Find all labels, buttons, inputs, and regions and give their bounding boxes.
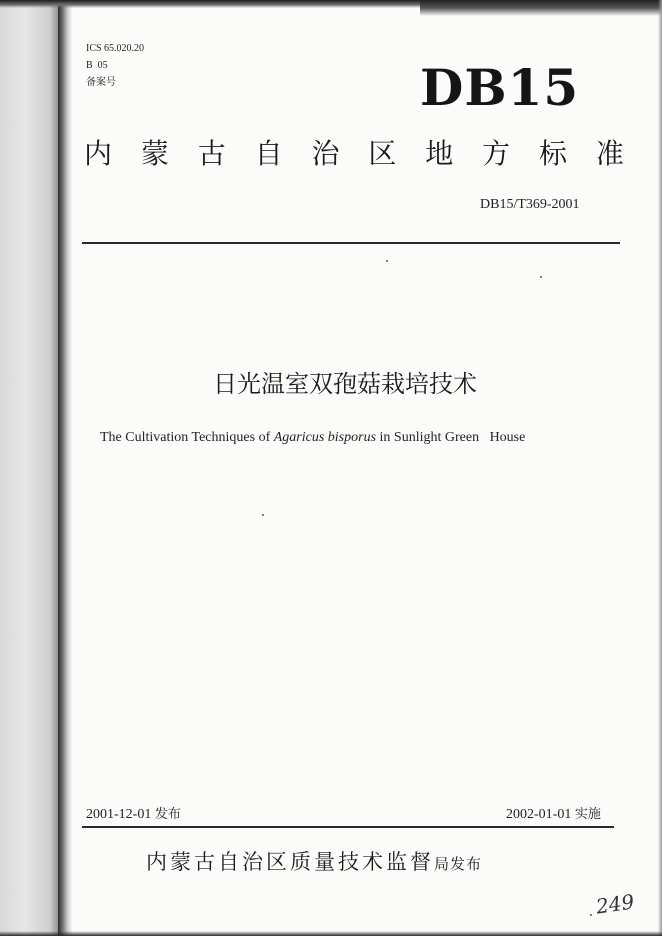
handwritten-page-number: 249 <box>594 889 636 919</box>
issuer-name: 内蒙古自治区质量技术监督 <box>146 850 434 874</box>
standard-type-char: 古 <box>197 137 226 170</box>
right-scan-edge <box>658 0 662 936</box>
top-right-scan-edge <box>420 0 662 16</box>
standard-type-char: 自 <box>254 137 283 170</box>
standard-type-char: 准 <box>595 137 624 170</box>
issuer-suffix: 局发布 <box>434 855 483 873</box>
bottom-scan-edge <box>0 931 662 936</box>
implementation-date <box>506 806 601 824</box>
title-english <box>100 428 525 448</box>
standard-type-char: 内 <box>84 137 113 170</box>
standard-type-heading <box>84 136 624 172</box>
title-english-species: Agaricus bisporus <box>273 430 377 445</box>
implementation-date-label: 实施 <box>574 807 601 822</box>
standard-type-char: 方 <box>482 137 511 170</box>
implementation-date-value: 2002-01-01 <box>506 807 572 822</box>
standard-type-char: 地 <box>425 137 454 170</box>
standard-type-char: 标 <box>539 137 568 170</box>
scan-speck <box>590 914 592 916</box>
title-english-part: The Cultivation Techniques of <box>100 430 274 445</box>
category-code: B 05 <box>86 60 108 71</box>
scan-speck <box>262 514 264 516</box>
title-english-part: in Sunlight Green House <box>376 430 526 445</box>
ics-code: ICS 65.020.20 <box>86 43 145 54</box>
issue-date-label: 发布 <box>154 807 181 822</box>
footer-divider <box>82 826 614 828</box>
binding-gutter <box>58 0 72 936</box>
title-chinese: 日光温室双孢菇栽培技术 <box>213 370 477 398</box>
standard-type-char: 蒙 <box>140 137 169 170</box>
standard-number: DB15/T369-2001 <box>480 197 580 212</box>
issue-date-value: 2001-12-01 <box>86 807 152 822</box>
standard-code-logo: DB15 <box>420 58 580 117</box>
record-number-label: 备案号 <box>86 77 116 88</box>
standard-type-char: 区 <box>368 137 397 170</box>
standard-type-char: 治 <box>311 137 340 170</box>
issue-date <box>86 806 181 824</box>
header-divider <box>82 242 620 244</box>
issuing-authority <box>146 848 482 878</box>
binding-shadow <box>0 0 62 936</box>
scan-speck <box>540 276 542 278</box>
scan-speck <box>386 260 388 262</box>
